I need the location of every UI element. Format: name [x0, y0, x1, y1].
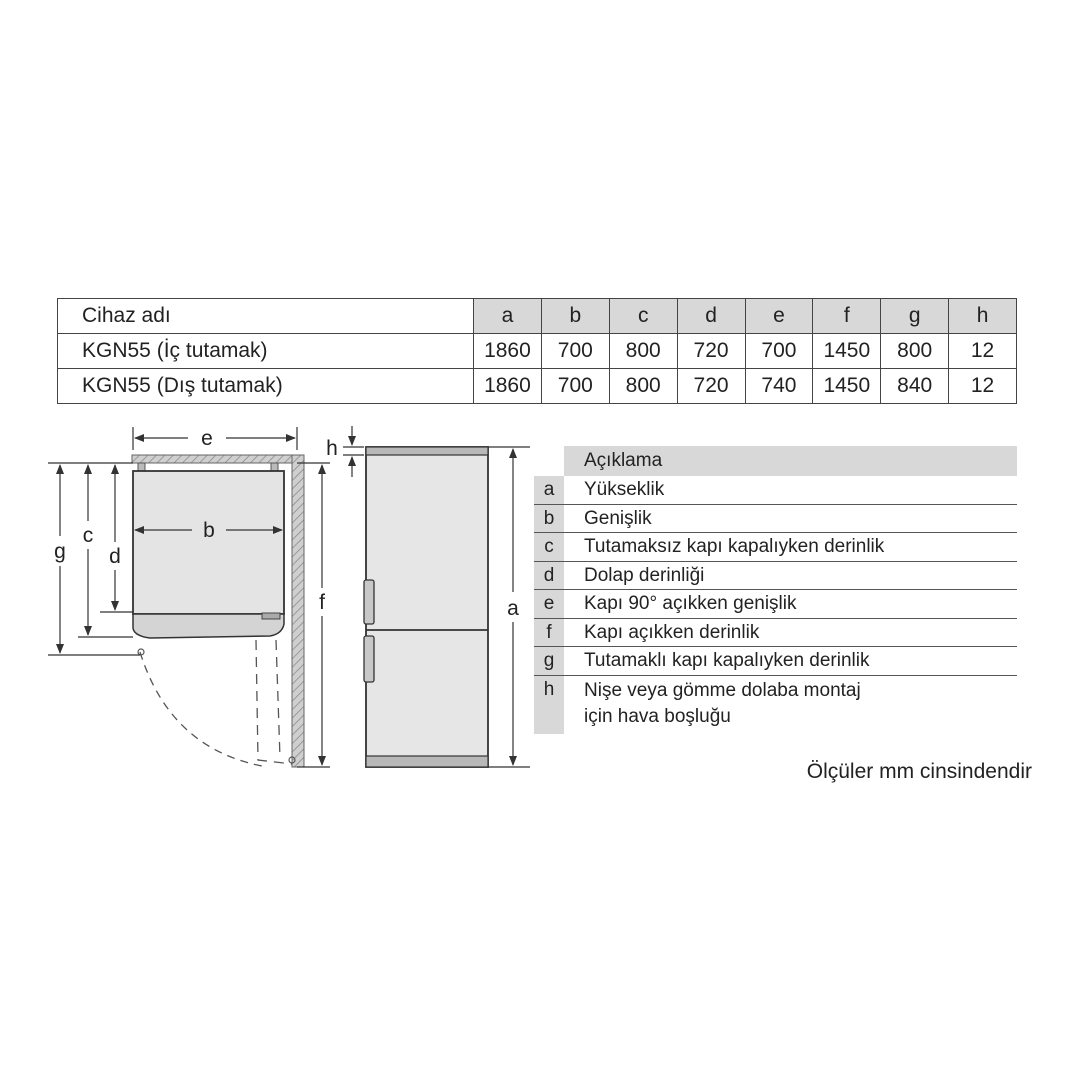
- top-view: [48, 427, 330, 767]
- spacer: [138, 463, 145, 471]
- legend-text: [564, 676, 1017, 734]
- legend-text: Tutamaklı kapı kapalıyken derinlik: [584, 650, 870, 671]
- legend-key: g: [534, 647, 564, 675]
- legend-item: [534, 590, 1017, 619]
- legend-key: a: [534, 476, 564, 504]
- value-cell: 720: [677, 334, 745, 369]
- dim-label-e: e: [201, 427, 213, 450]
- column-header-b: b: [541, 299, 609, 334]
- legend-item: [534, 647, 1017, 676]
- value-cell: 800: [609, 369, 677, 404]
- fridge-body-front: [366, 447, 488, 767]
- dim-label-f: f: [319, 591, 325, 614]
- device-name-cell: KGN55 (İç tutamak): [58, 334, 474, 369]
- door-open-outline: [256, 640, 292, 764]
- value-cell: 800: [881, 334, 949, 369]
- legend-item: [534, 533, 1017, 562]
- value-cell: 1450: [813, 369, 881, 404]
- legend-key: d: [534, 562, 564, 590]
- legend-text: Kapı 90° açıkken genişlik: [584, 593, 797, 614]
- value-cell: 800: [609, 334, 677, 369]
- legend-text-line: için hava boşluğu: [584, 705, 731, 727]
- value-cell: 840: [881, 369, 949, 404]
- legend-item: [534, 676, 1017, 734]
- legend-text-line: Nişe veya gömme dolaba montaj: [584, 679, 861, 701]
- top-trim: [366, 447, 488, 455]
- lower-door-handle: [364, 636, 374, 682]
- legend-key: e: [534, 590, 564, 618]
- value-cell: 720: [677, 369, 745, 404]
- base-plinth: [366, 756, 488, 767]
- dim-label-a: a: [507, 597, 519, 620]
- column-header-h: h: [949, 299, 1017, 334]
- dim-label-d: d: [109, 545, 121, 568]
- legend-key: f: [534, 619, 564, 647]
- legend-item: [534, 619, 1017, 648]
- value-cell: 12: [949, 334, 1017, 369]
- legend-text: Dolap derinliği: [584, 564, 705, 586]
- value-cell: 12: [949, 369, 1017, 404]
- door-top-view: [133, 614, 284, 638]
- dim-label-c: c: [82, 524, 94, 547]
- value-cell: 740: [745, 369, 813, 404]
- legend-item: [534, 476, 1017, 505]
- legend-key: c: [534, 533, 564, 561]
- spacer: [271, 463, 278, 471]
- value-cell: 1860: [474, 369, 542, 404]
- legend-item: [534, 505, 1017, 534]
- value-cell: 700: [541, 369, 609, 404]
- legend-text: Tutamaksız kapı kapalıyken derinlik: [584, 536, 885, 557]
- door-open-outline: [276, 640, 280, 758]
- door-swing-arc: [140, 652, 262, 766]
- value-cell: 1860: [474, 334, 542, 369]
- dim-label-g: g: [54, 540, 66, 563]
- legend-text: Genişlik: [584, 507, 652, 529]
- legend-header: [534, 446, 1017, 476]
- legend-key: b: [534, 505, 564, 533]
- front-view: [326, 426, 530, 767]
- column-header-c: c: [609, 299, 677, 334]
- value-cell: 1450: [813, 334, 881, 369]
- legend-item: [534, 562, 1017, 591]
- column-header-g: g: [881, 299, 949, 334]
- legend-title: Açıklama: [564, 446, 1017, 476]
- legend-text: Kapı açıkken derinlik: [584, 621, 760, 643]
- legend-text: Yükseklik: [584, 479, 665, 500]
- value-cell: 700: [541, 334, 609, 369]
- value-cell: 700: [745, 334, 813, 369]
- legend-key: h: [534, 676, 564, 734]
- column-header-e: e: [745, 299, 813, 334]
- column-header-d: d: [677, 299, 745, 334]
- column-header-f: f: [813, 299, 881, 334]
- dim-label-h: h: [326, 437, 338, 460]
- device-name-header: Cihaz adı: [58, 299, 474, 334]
- dim-label-b: b: [203, 519, 215, 542]
- device-name-cell: KGN55 (Dış tutamak): [58, 369, 474, 404]
- legend-table: [534, 446, 1017, 734]
- cabinet-body-top: [133, 471, 284, 614]
- units-note: Ölçüler mm cinsindendir: [806, 760, 1032, 783]
- handle-top-view: [262, 613, 280, 619]
- upper-door-handle: [364, 580, 374, 624]
- column-header-a: a: [474, 299, 542, 334]
